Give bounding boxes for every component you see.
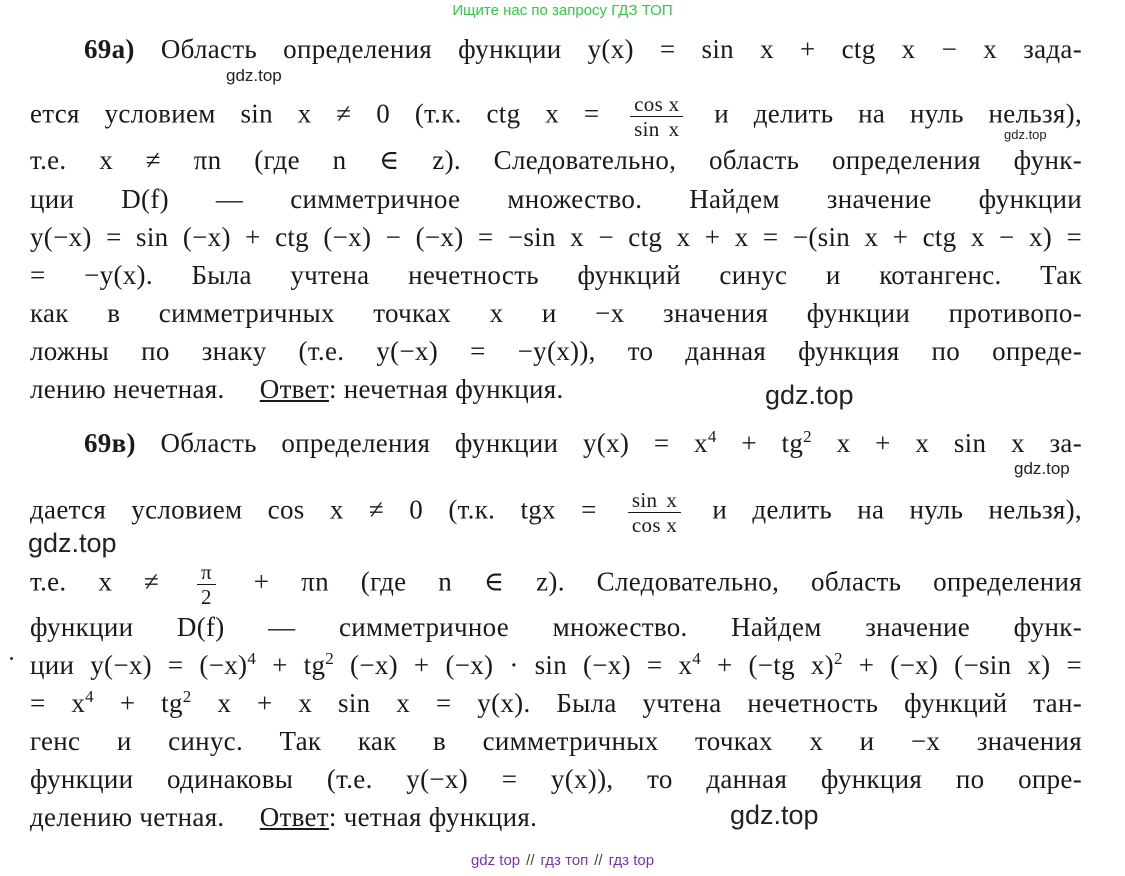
watermark: gdz.top: [730, 800, 819, 830]
p69a-line-9: [30, 372, 1082, 406]
watermark: gdz.top: [226, 66, 282, 85]
p69v-line-8: функции одинаковы (т.е. y(−x) = y(x)), то данная функция по опре-: [30, 764, 1082, 794]
p69v-line-3-pre: т.е. x ≠: [30, 566, 191, 597]
answer-label: Ответ: [259, 374, 329, 404]
top-banner[interactable]: Ищите нас по запросу ГДЗ ТОП: [452, 2, 673, 19]
exponent: 4: [247, 649, 257, 668]
fraction-denominator: 2: [201, 585, 212, 609]
exponent: 4: [707, 427, 717, 446]
p69v-line-6-c: x + x sin x = y(x). Была учтена нечетность функций тан-: [191, 688, 1082, 718]
answer-label: Ответ: [259, 802, 329, 832]
footer-separator: //: [594, 852, 603, 869]
watermark: gdz.top: [1004, 127, 1047, 142]
watermark: gdz.top: [28, 528, 117, 558]
p69v-line-5-c: (−x) + (−x) · sin (−x) = x: [334, 650, 693, 680]
answer-text: : четная функция.: [328, 802, 538, 832]
answer-text: : нечетная функция.: [328, 374, 564, 404]
exponent: 2: [182, 687, 192, 706]
fraction-sin-cos: [628, 488, 681, 537]
footer-separator: //: [526, 852, 535, 869]
exponent: 2: [833, 649, 843, 668]
p69a-line-2: [30, 92, 1082, 141]
exponent: 4: [85, 687, 94, 706]
p69v-line-4: функции D(f) — симметричное множество. Найдем значение функ-: [30, 612, 1082, 642]
p69a-line-8: ложны по знаку (т.е. y(−x) = −y(x)), то данная функция по опреде-: [30, 336, 1082, 366]
p69v-line-2-post: и делить на нуль нельзя),: [687, 494, 1082, 525]
p69a-line-4: ции D(f) — симметричное множество. Найдем значение функции: [30, 184, 1082, 214]
p69v-line-3-post: + πn (где n ∈ z). Следовательно, область определения: [221, 566, 1082, 597]
p69v-line-5-b: + tg: [256, 650, 326, 680]
problem-number: 69а): [84, 34, 135, 64]
problem-number: 69в): [84, 428, 136, 458]
p69v-line-1-pre: Область определения функции y(x) = x: [135, 428, 708, 458]
stray-mark: [10, 657, 13, 660]
p69a-line-7: как в симметричных точках x и −x значения функции противопо-: [30, 298, 1082, 328]
p69a-line-9-pre: лению нечетная.: [30, 374, 260, 404]
exponent: 2: [325, 649, 335, 668]
fraction-numerator: cos x: [630, 92, 683, 117]
p69a-line-2-post: и делить на нуль нельзя),: [689, 98, 1082, 129]
p69v-line-2: [30, 488, 1082, 537]
p69a-line-3: т.е. x ≠ πn (где n ∈ z). Следовательно, область определения функ-: [30, 145, 1082, 175]
p69v-line-1: [84, 426, 1082, 460]
footer-link-gdz-top-ru[interactable]: гдз топ: [540, 852, 589, 869]
p69a-line-6: = −y(x). Была учтена нечетность функций синус и котангенс. Так: [30, 260, 1082, 290]
p69v-line-1-post: x + x sin x за-: [811, 428, 1082, 458]
p69a-line-1: [84, 32, 1082, 66]
p69a-line-5: y(−x) = sin (−x) + ctg (−x) − (−x) = −sin x − ctg x + x = −(sin x + ctg x − x) =: [30, 222, 1082, 252]
fraction-numerator: sin x: [628, 488, 681, 513]
p69v-line-3: [30, 560, 1082, 609]
fraction-pi-2: [197, 560, 216, 609]
exponent: 2: [803, 427, 812, 446]
p69v-line-5-e: + (−x) (−sin x) =: [842, 650, 1082, 680]
p69v-line-6: [30, 686, 1082, 720]
fraction-denominator: cos x: [631, 513, 678, 537]
p69v-line-7: генс и синус. Так как в симметричных точках x и −x значения: [30, 726, 1082, 756]
p69v-line-5-d: + (−tg x): [701, 650, 834, 680]
p69v-line-9: [30, 800, 1082, 834]
p69a-line-1-text: Область определения функции y(x) = sin x + ctg x − x зада-: [134, 34, 1082, 64]
p69v-line-2-pre: дается условием cos x ≠ 0 (т.к. tgx =: [30, 494, 622, 525]
fraction-cos-sin: [630, 92, 683, 141]
p69v-line-1-mid: + tg: [716, 428, 804, 458]
watermark: gdz.top: [765, 380, 854, 410]
watermark: gdz.top: [1014, 459, 1070, 478]
fraction-denominator: sin x: [634, 117, 680, 141]
p69v-line-5: [30, 648, 1082, 682]
footer-link-gdz-top[interactable]: gdz top: [470, 852, 521, 869]
p69v-line-9-pre: делению четная.: [30, 802, 260, 832]
p69v-line-6-a: = x: [30, 688, 86, 718]
footer-links: [0, 852, 1125, 869]
p69v-line-5-a: ции y(−x) = (−x): [30, 650, 248, 680]
p69a-line-2-pre: ется условием sin x ≠ 0 (т.к. ctg x =: [30, 98, 625, 129]
exponent: 4: [692, 649, 701, 668]
p69v-line-6-b: + tg: [93, 688, 183, 718]
footer-link-gdz-top-mixed[interactable]: гдз top: [608, 852, 655, 869]
fraction-numerator: π: [197, 560, 216, 585]
